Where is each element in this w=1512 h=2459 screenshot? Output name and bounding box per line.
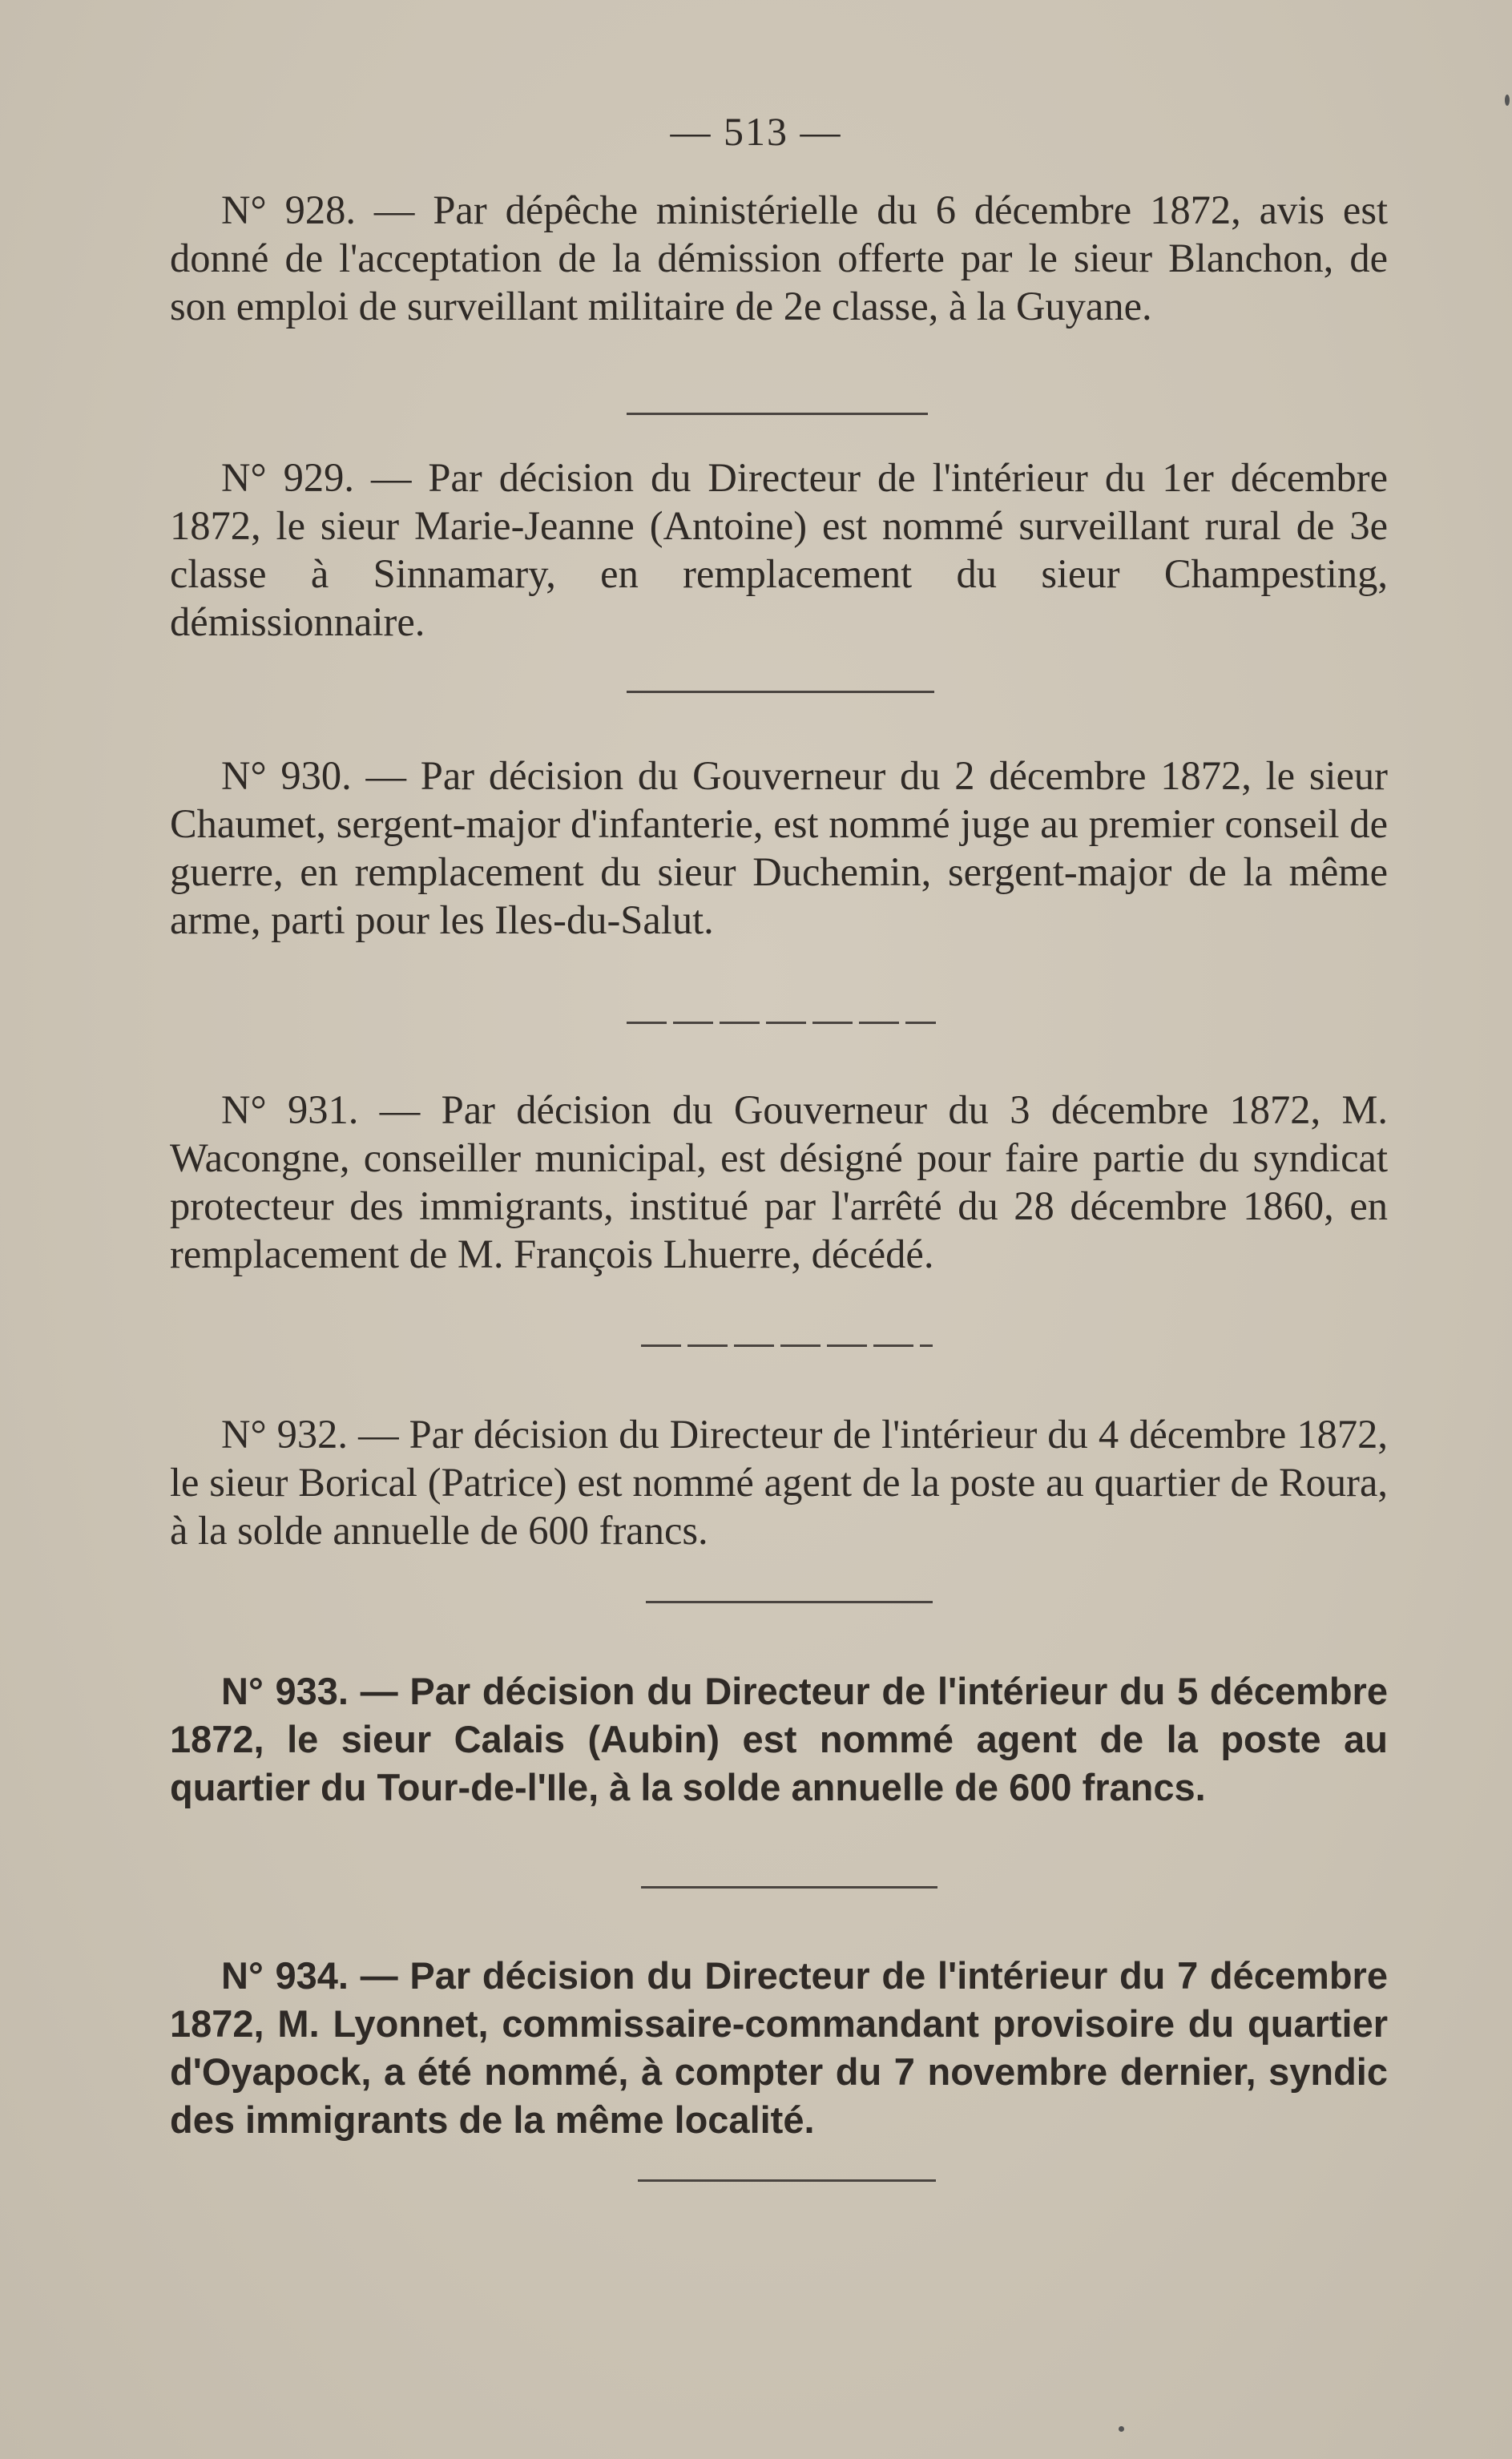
entry-932 <box>170 1410 1388 1554</box>
paper-speck <box>1119 2426 1124 2432</box>
page-number: — 513 — <box>670 109 842 154</box>
paper-speck <box>1505 95 1510 106</box>
entry-930 <box>170 752 1388 944</box>
entry-932-text: N° 932. — Par décision du Directeur de l'intérieur du 4 décembre 1872, le sieur Borical (Patrice) est nommé agent de la poste au quartier de Roura, à la solde annuelle de 600 francs. <box>170 1412 1388 1553</box>
entry-931-text: N° 931. — Par décision du Gouverneur du 3 décembre 1872, M. Wacongne, conseiller municipal, est désigné pour faire partie du syndicat protecteur des immigrants, institué par l'arrêté du 28 décembre 1860, en remplacement de M. François Lhuerre, décédé. <box>170 1087 1388 1276</box>
separator-rule <box>627 413 928 415</box>
entry-930-text: N° 930. — Par décision du Gouverneur du 2 décembre 1872, le sieur Chaumet, sergent-major d'infanterie, est nommé juge au premier conseil de guerre, en remplacement du sieur Duchemin, sergent-major de la même arme, parti pour les Iles-du-Salut. <box>170 753 1388 942</box>
entry-933-text: N° 933. — Par décision du Directeur de l'intérieur du 5 décembre 1872, le sieur Calais (Aubin) est nommé agent de la poste au quartier du Tour-de-l'Ile, à la solde annuelle de 600 francs. <box>170 1670 1388 1808</box>
entry-929-text: N° 929. — Par décision du Directeur de l'intérieur du 1er décembre 1872, le sieur Marie-Jeanne (Antoine) est nommé surveillant rural de 3e classe à Sinnamary, en remplacement du sieur Champesting, démissionnaire. <box>170 455 1388 644</box>
entry-934 <box>170 1952 1388 2144</box>
entry-928-text: N° 928. — Par dépêche ministérielle du 6 décembre 1872, avis est donné de l'acceptation de la démission offerte par le sieur Blanchon, de son emploi de surveillant militaire de 2e classe, à la Guyane. <box>170 187 1388 329</box>
separator-rule <box>641 1886 937 1889</box>
separator-rule <box>627 691 934 693</box>
entry-928 <box>170 186 1388 330</box>
entry-931 <box>170 1086 1388 1278</box>
entry-933 <box>170 1667 1388 1812</box>
separator-rule <box>641 1344 933 1347</box>
entry-929 <box>170 454 1388 646</box>
entry-934-text: N° 934. — Par décision du Directeur de l'intérieur du 7 décembre 1872, M. Lyonnet, commissaire-commandant provisoire du quartier d'Oyapock, a été nommé, à compter du 7 novembre dernier, syndic des immigrants de la même localité. <box>170 1954 1388 2141</box>
separator-rule <box>646 1601 933 1603</box>
separator-rule <box>627 1022 936 1024</box>
separator-rule <box>638 2179 936 2182</box>
